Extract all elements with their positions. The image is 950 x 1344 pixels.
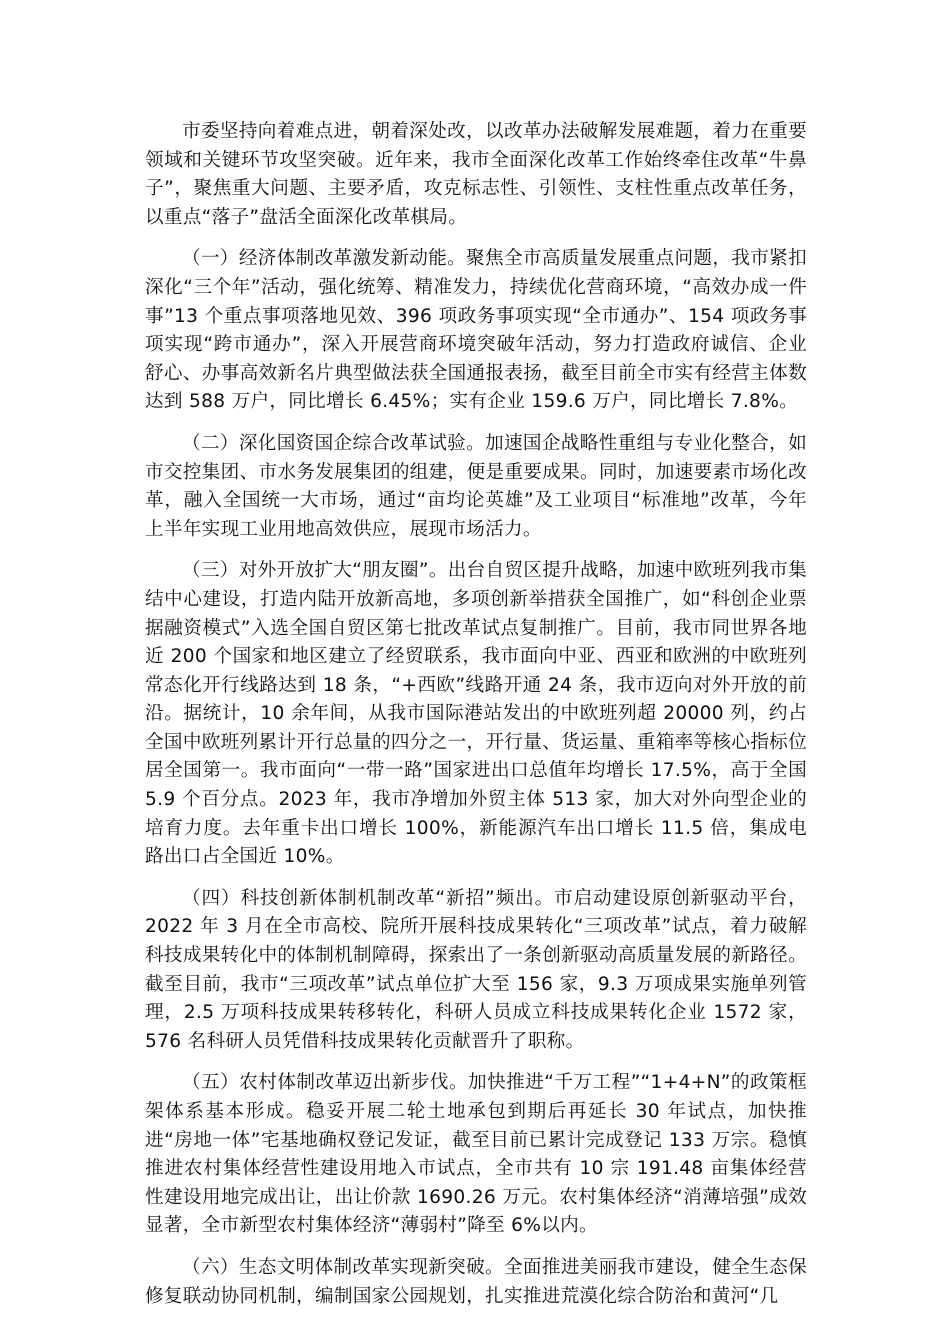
intro-paragraph: 市委坚持向着难点进，朝着深处改，以改革办法破解发展难题，着力在重要领域和关键环节攻坚突破。近年来，我市全面深化改革工作始终牵住改革“牛鼻子”，聚焦重大问题、主要矛盾，攻克标志性、引领性、支柱性重点改革任务，以重点“落子”盘活全面深化改革棋局。 bbox=[145, 121, 807, 228]
section-5-rural-reform: （五）农村体制改革迈出新步伐。加快推进“千万工程”“1+4+N”的政策框架体系基本形成。稳妥开展二轮土地承包到期后再延长 30 年试点，加快推进“房地一体”宅基地确权登记发证，截至目前已累计完成登记 133 万宗。稳慎推进农村集体经营性建设用地入市试点，全市共有 10 宗 191.48 亩集体经营性建设用地完成出让，出让价款 1690.26 万元。农村集体经济“消薄培强”成效显著，全市新型农村集体经济“薄弱村”降至 6%以内。 bbox=[145, 1072, 807, 1237]
section-6-ecological-reform: （六）生态文明体制改革实现新突破。全面推进美丽我市建设，健全生态保修复联动协同机制，编制国家公园规划，扎实推进荒漠化综合防治和黄河“几 bbox=[145, 1256, 807, 1307]
document-body bbox=[145, 118, 807, 1324]
section-4-tech-innovation: （四）科技创新体制机制改革“新招”频出。市启动建设原创新驱动平台，2022 年 3 月在全市高校、院所开展科技成果转化“三项改革”试点，着力破解科技成果转化中的体制机制障碍，探索出了一条创新驱动高质量发展的新路径。截至目前，我市“三项改革”试点单位扩大至 156 家，9.3 万项成果实施单列管理，2.5 万项科技成果转移转化，科研人员成立科技成果转化企业 1572 家，576 名科研人员凭借科技成果转化贡献晋升了职称。 bbox=[145, 887, 807, 1052]
section-2-state-enterprise-reform: （二）深化国资国企综合改革试验。加速国企战略性重组与专业化整合，如市交控集团、市水务发展集团的组建，便是重要成果。同时，加速要素市场化改革，融入全国统一大市场，通过“亩均论英雄”及工业项目“标准地”改革，今年上半年实现工业用地高效供应，展现市场活力。 bbox=[145, 432, 807, 540]
section-1-economic-reform: （一）经济体制改革激发新动能。聚焦全市高质量发展重点问题，我市紧扣深化“三个年”活动，强化统筹、精准发力，持续优化营商环境，“高效办成一件事”13 个重点事项落地见效、396 项政务事项实现“全市通办”、154 项政务事项实现“跨市通办”，深入开展营商环境突破年活动，努力打造政府诚信、企业舒心、办事高效新名片典型做法获全国通报表扬，截至目前全市实有经营主体数达到 588 万户，同比增长 6.45%；实有企业 159.6 万户，同比增长 7.8%。 bbox=[145, 248, 807, 413]
section-3-opening-up: （三）对外开放扩大“朋友圈”。出台自贸区提升战略，加速中欧班列我市集结中心建设，打造内陆开放新高地，多项创新举措获全国推广，如“科创企业票据融资模式”入选全国自贸区第七批改革试点复制推广。目前，我市同世界各地近 200 个国家和地区建立了经贸联系，我市面向中亚、西亚和欧洲的中欧班列常态化开行线路达到 18 条，“+西欧”线路开通 24 条，我市迈向对外开放的前沿。据统计，10 余年间，从我市国际港站发出的中欧班列超 20000 列，约占全国中欧班列累计开行总量的四分之一，开行量、货运量、重箱率等核心指标位居全国第一。我市面向“一带一路”国家进出口总值年均增长 17.5%，高于全国 5.9 个百分点。2023 年，我市净增加外贸主体 513 家，加大对外向型企业的培育力度。去年重卡出口增长 100%，新能源汽车出口增长 11.5 倍，集成电路出口占全国近 10%。 bbox=[145, 560, 807, 868]
